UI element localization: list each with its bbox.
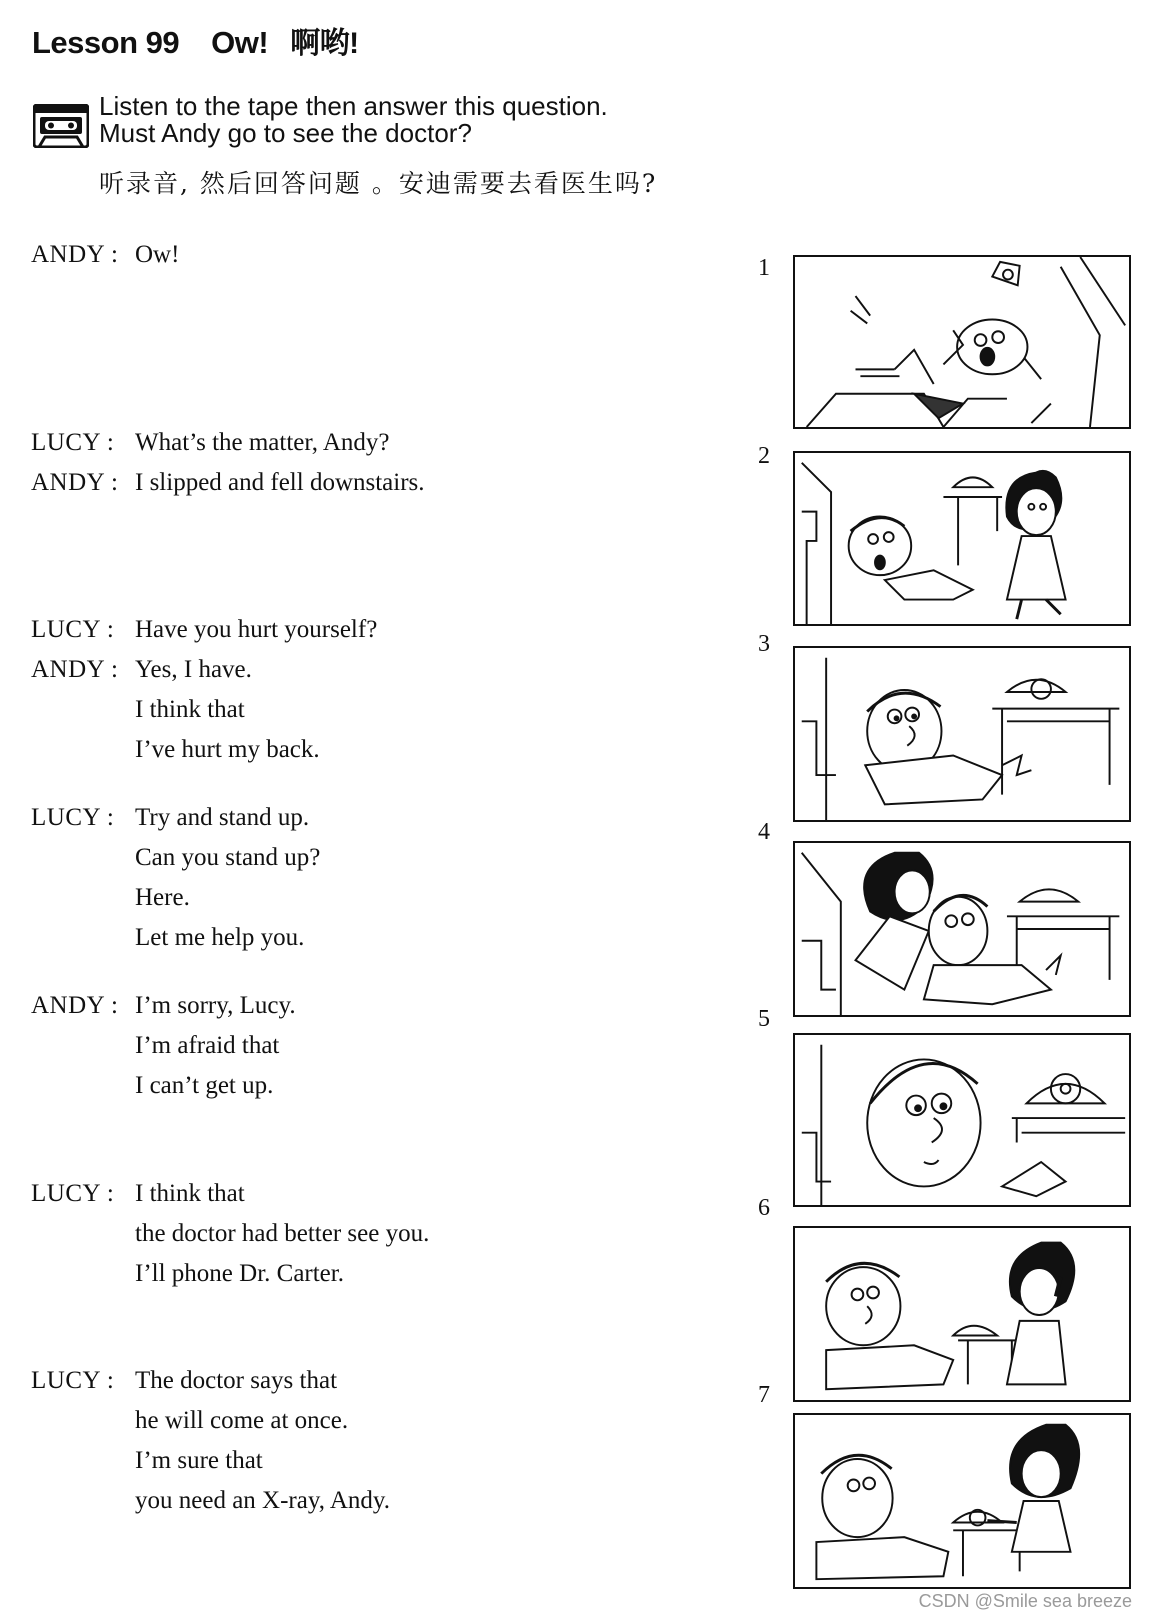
dialogue-line: Try and stand up. — [135, 804, 310, 831]
instruction-line-2: Must Andy go to see the doctor? — [99, 118, 472, 148]
speaker-lucy: LUCY : — [31, 429, 115, 456]
andy-falling-illustration — [793, 255, 1131, 429]
speaker-andy: ANDY : — [31, 992, 119, 1019]
dialogue-line: I’ve hurt my back. — [135, 736, 320, 763]
lucy-phoning-illustration — [793, 1226, 1131, 1402]
lesson-label: Lesson 99 — [32, 25, 180, 60]
dialogue-line: Yes, I have. — [135, 656, 252, 683]
dialogue-line: I think that — [135, 1180, 245, 1207]
lucy-hangs-up-illustration — [793, 1413, 1131, 1589]
dialogue-line: Can you stand up? — [135, 844, 321, 871]
lesson-title-en: Ow! — [211, 25, 269, 60]
dialogue-line: Have you hurt yourself? — [135, 616, 378, 643]
dialogue-line: I slipped and fell downstairs. — [135, 469, 425, 496]
lucy-helping-illustration — [793, 841, 1131, 1017]
watermark: CSDN @Smile sea breeze — [918, 1591, 1132, 1611]
instruction-line-1: Listen to the tape then answer this question. — [99, 91, 608, 121]
andy-on-floor-illustration — [793, 646, 1131, 822]
dialogue-line: Here. — [135, 884, 190, 911]
dialogue-line: I’m sorry, Lucy. — [135, 992, 296, 1019]
dialogue-line: I’ll phone Dr. Carter. — [135, 1260, 344, 1287]
dialogue-line: The doctor says that — [135, 1367, 338, 1394]
speaker-andy: ANDY : — [31, 241, 119, 268]
speaker-lucy: LUCY : — [31, 804, 115, 831]
dialogue-line: you need an X-ray, Andy. — [135, 1487, 391, 1514]
dialogue-line: I think that — [135, 696, 245, 723]
speaker-lucy: LUCY : — [31, 1180, 115, 1207]
dialogue-line: I’m afraid that — [135, 1032, 280, 1059]
dialogue-line: Ow! — [135, 241, 180, 268]
dialogue-line: What’s the matter, Andy? — [135, 429, 390, 456]
lucy-surprised-illustration — [793, 451, 1131, 626]
speaker-andy: ANDY : — [31, 469, 119, 496]
panel-number: 2 — [758, 443, 770, 469]
panel-number: 1 — [758, 255, 770, 281]
dialogue-line: he will come at once. — [135, 1407, 349, 1434]
panel-number: 4 — [758, 819, 770, 845]
instruction-chinese: 听录音, 然后回答问题 。安迪需要去看医生吗? — [99, 169, 658, 198]
speaker-lucy: LUCY : — [31, 1367, 115, 1394]
dialogue-line: I’m sure that — [135, 1447, 263, 1474]
andy-closeup-illustration — [793, 1033, 1131, 1207]
panel-number: 5 — [758, 1006, 770, 1032]
speaker-andy: ANDY : — [31, 656, 119, 683]
dialogue-line: the doctor had better see you. — [135, 1220, 430, 1247]
panel-number: 3 — [758, 631, 770, 657]
speaker-lucy: LUCY : — [31, 616, 115, 643]
lesson-title-cn: 啊哟! — [290, 27, 359, 60]
panel-number: 6 — [758, 1195, 770, 1221]
panel-number: 7 — [758, 1382, 770, 1408]
dialogue-line: Let me help you. — [135, 924, 305, 951]
lesson-title — [32, 18, 359, 62]
cassette-icon — [33, 104, 89, 148]
dialogue-line: I can’t get up. — [135, 1072, 274, 1099]
